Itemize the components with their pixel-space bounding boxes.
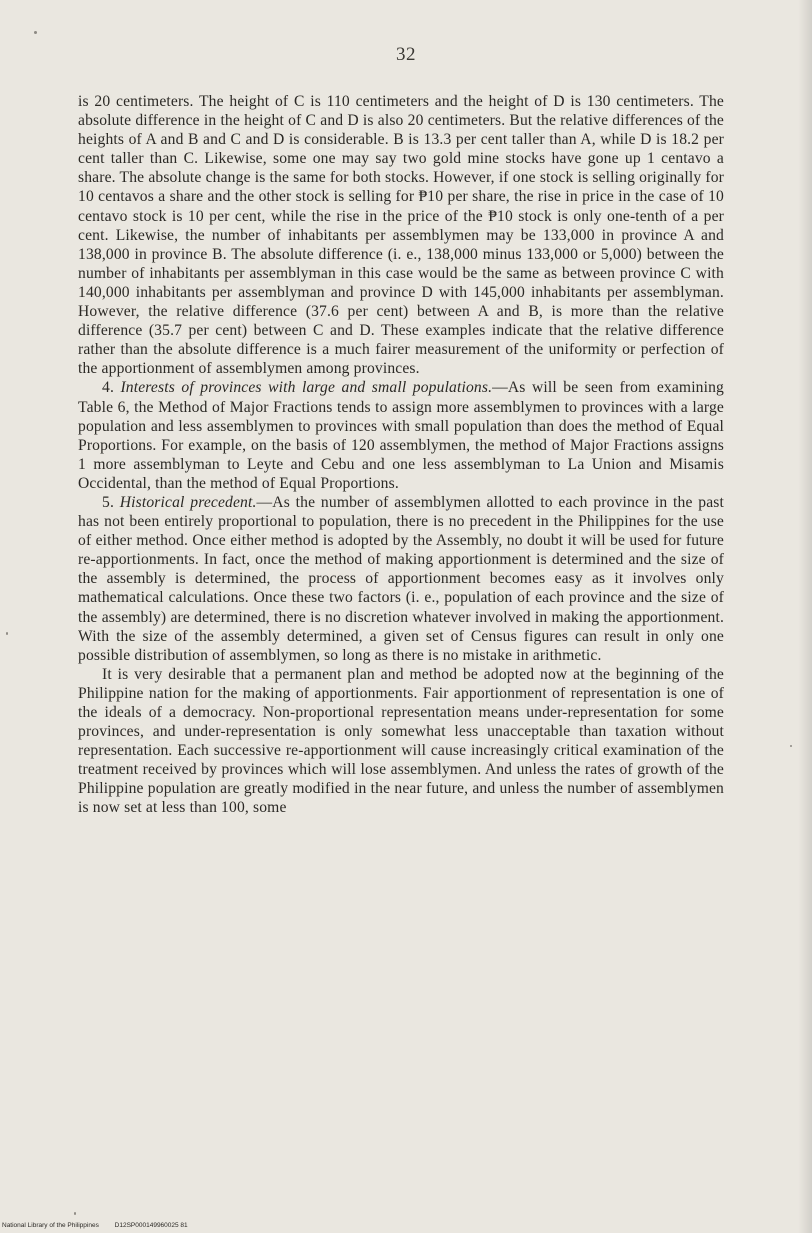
paragraph-interests-of-provinces	[78, 378, 724, 493]
paragraph-permanent-plan	[78, 665, 724, 818]
paragraph-text: It is very desirable that a permanent plan and method be adopted now at the beginning of the Philippine nation for the making of apportionments. Fair apportionment of representation is one of the ideals of a democracy. Non-proportional representation means under-representation for some provinces, and under-representation is only somewhat less unacceptable than taxation without representation. Each successive re-apportionment will cause increasingly critical examination of the treatment received by provinces which will lose assemblymen. And unless the rates of growth of the Philippine population are greatly modified in the near future, and unless the number of assemblymen is now set at less than 100, some	[78, 665, 724, 817]
paragraph-heading: Historical precedent.	[119, 493, 257, 511]
scan-speck	[6, 632, 8, 635]
footer-library-name: National Library of the Philippines	[2, 1222, 99, 1229]
paragraph-heading: Interests of provinces with large and small populations.	[120, 379, 493, 397]
paragraph-text: —As the number of assemblymen allotted to each province in the past has not been entirely proportional to population, there is no precedent in the Philippines for the use of either method. Once either method is adopted by the Assembly, no doubt it will be used for future re-apportionments. In fact, once the method of making apportionment is determined and the size of the assembly is determined, the process of apportionment becomes easy as it involves only mathematical calculations. Once these two factors (i. e., population of each province and the size of the assembly) are determined, there is no discretion whatever involved in making the apportionment. With the size of the assembly determined, a given set of Census figures can result in only one possible distribution of assemblymen, so long as there is no mistake in arithmetic.	[78, 493, 724, 664]
page-number: 32	[396, 44, 416, 65]
scan-speck	[790, 745, 792, 747]
scan-speck	[34, 31, 37, 34]
body-text	[78, 92, 724, 818]
paragraph-number: 4.	[102, 379, 121, 397]
paragraph-historical-precedent	[78, 493, 724, 665]
paragraph-relative-difference	[78, 92, 724, 378]
scan-speck	[74, 1212, 76, 1215]
paragraph-text: —As will be seen from examining Table 6, the Method of Major Fractions tends to assign more assemblymen to provinces with a large population and less assemblymen to provinces with small population than does the method of Equal Proportions. For example, on the basis of 120 assemblymen, the method of Major Fractions assigns 1 more assemblyman to Leyte and Cebu and one less assemblyman to La Union and Misamis Occidental, than the method of Equal Proportions.	[78, 379, 725, 492]
scan-footer	[2, 1222, 202, 1229]
footer-scan-code: D12SP000149960025 81	[114, 1222, 188, 1229]
page-edge-shadow	[798, 0, 812, 1233]
paragraph-number: 5.	[102, 493, 120, 511]
paragraph-text: is 20 centimeters. The height of C is 110 centimeters and the height of D is 130 centimeters. The absolute difference in the height of C and D is also 20 centimeters. But the relative differences of the heights of A and B and C and D is considerable. B is 13.3 per cent taller than A, while D is 18.2 per cent taller than C. Likewise, some one may say two gold mine stocks have gone up 1 centavo a share. The absolute change is the same for both stocks. However, if one stock is selling originally for 10 centavos a share and the other stock is selling for ₱10 per share, the rise in price in the case of 10 centavo stock is 10 per cent, while the rise in the price of the ₱10 stock is only one-tenth of a per cent. Likewise, the number of inhabitants per assemblymen may be 133,000 in province A and 138,000 in province B. The absolute difference (i. e., 138,000 minus 133,000 or 5,000) between the number of inhabitants per assemblyman in this case would be the same as between province C with 140,000 inhabitants per assemblyman and province D with 145,000 inhabitants per assemblyman. However, the relative difference (37.6 per cent) between A and B, is more than the relative difference (35.7 per cent) between C and D. These examples indicate that the relative difference rather than the absolute difference is a much fairer measurement of the uniformity or perfection of the apportionment of assemblymen among provinces.	[78, 93, 724, 378]
